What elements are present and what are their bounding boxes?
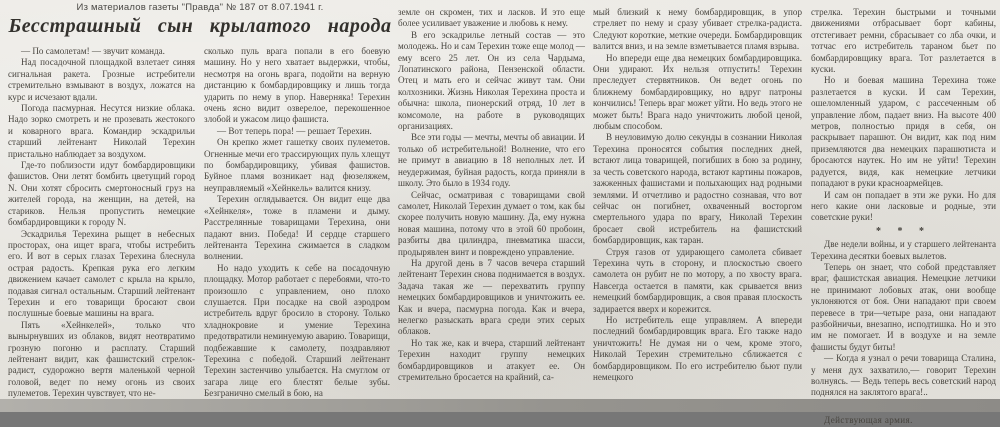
article-paragraph: Над посадочной площадкой взлетает синяя сигнальная ракета. Грозные истребители стремительно взмывают в воздух, ложатся на курс и исчезают вдали. (8, 57, 195, 102)
article-paragraph: мый близкий к нему бомбардировщик, в упор стреляет по нему и сразу убивает стрелка-радиста. Следуют короткие, меткие очереди. Бомбардировщик валится вниз, и на земле взметывается пламя взрыва. (593, 7, 802, 52)
article-paragraph: — По самолетам! — звучит команда. (21, 46, 165, 56)
article-paragraph: Теперь он знает, что собой представляет враг, фашистская авиация. Немецкие летчики не принимают лобовых атак, они вообще уклоняются от боя. Они нападают при своем перевесе в три—четыре раза, они нападают разбойничьи, внезапно, исподтишка. Но и это им не помогает. И в воздухе и на земле фашисты будут биты! (811, 261, 996, 352)
column-paragraphs (8, 46, 195, 400)
article-paragraph: — Когда я узнал о речи товарища Сталина, у меня дух захватило,— говорит Терехин волнуясь. — Ведь теперь весь советский народ поднялся на заклятого врага!.. (811, 353, 996, 398)
article-paragraph: Но надо уходить к себе на посадочную площадку. Мотор работает с перебоями, что-то произошло с управлением, оно плохо слушается. При посадке на свой аэродром истребитель вдруг бросило в сторону. Только хладнокровие и умение Терехина предотвратили неминуемую аварию. Товарищи, подбежавшие к самолету, поздравляют Терехина с победой. Старший лейтенант Терехин застенчиво улыбается. На смуглом от загара лице его блестят белые зубы. Безгранично смелый в бою, на (204, 262, 390, 399)
article-column-4 (593, 7, 802, 399)
article-paragraph: Он крепко жмет гашетку своих пулеметов. Огненные мечи его трассирующих пуль хлещут по бомбардировщику, убивая фашистов. Буйное пламя возникает над фюзеляжем, неуправляемый «Хейнкель» валится книзу. (204, 137, 390, 193)
article-column-1 (8, 46, 195, 399)
article-dateline: Действующая армия. (824, 415, 913, 426)
article-column-3 (398, 7, 585, 399)
article-paragraph: стрелка. Терехин быстрыми и точными движениями отбрасывает борт кабины, отстегивает ремни, сбрасывает со лба очки, и тотчас его истребитель тараном бьет по бомбардировщику врага. Тот разлетается в куски. (811, 7, 996, 75)
column-paragraphs (811, 7, 996, 399)
article-paragraph: Но так же, как и вчера, старший лейтенант Терехин находит группу немецких бомбардировщиков и атакует ее. Он стремительно бросается на крайний, са- (398, 337, 585, 382)
article-paragraph: И сам он попадает в эти же руки. Но для него какие они ласковые и родные, эти советские руки! (811, 189, 996, 223)
article-paragraph: Погода пасмурная. Несутся низкие облака. Надо зорко смотреть и не прозевать жестокого и коварного врага. Командир эскадрильи старший лейтенант Николай Терехин пристально наблюдает за воздухом. (8, 103, 195, 159)
column-paragraphs (398, 7, 585, 383)
article-paragraph: В его эскадрилье летный состав — это молодежь. Но и сам Терехин тоже еще молод — ему всего 25 лет. Он из села Чардыма, Лопатинского района, Пензенской области. Отец и мать его и сейчас живут там. Они колхозники. Жизнь Николая Терехина проста и обычна: школа, пионерский отряд, 10 лет в комсомоле, на работе в руководящих организациях. (398, 29, 585, 132)
section-separator: * * * (876, 225, 931, 237)
article-paragraph: Где-то поблизости идут бомбардировщики фашистов. Они летят бомбить цветущий город N. Они хотят сбросить смертоносный груз на жителей города, на женщин, на детей, на стариков. Нельзя пропустить немецкие бомбардировщики к городу N. (8, 160, 195, 228)
article-paragraph: Сейчас, осматривая с товарищами свой самолет, Николай Терехин думает о том, как бы скорее получить новую машину. Да, ему нужна новая машина, потому что в этой 60 пробоин, разбиты два цилиндра, пневматика шасси, продырявлен винт и повреждено управление. (398, 189, 585, 257)
article-paragraph: Но истребитель еще управляем. А впереди последний бомбардировщик врага. Его также надо уничтожить! Не думая ни о чем, кроме этого, Николай Терехин стремительно сближается с бомбардировщиком. По его истребителю бьют пули немецкого (593, 314, 802, 382)
article-paragraph: Но и боевая машина Терехина тоже разлетается в куски. И сам Терехин, ошеломленный ударом, с рассеченным об управление лбом, падает вниз. На высоте 400 метров, полностью придя в себя, он раскрывает парашют. Он видит, как под ним приземляются два немецких парашютиста и бросаются наутек. Но им не уйти! Терехин радуется, видя, как немецкие летчики попадают в руки красноармейцев. (811, 75, 996, 189)
article-title: Бесстрашный сын крылатого народа (8, 15, 392, 37)
column-paragraphs (593, 7, 802, 383)
article-column-2 (204, 46, 390, 399)
article-paragraph: Все эти годы — мечты, мечты об авиации. И только об истребительной! Волнение, что его не примут в авиацию в 18 неполных лет. И неудержимая, буйная радость, когда приняли в школу. Это было в 1934 году. (398, 132, 585, 189)
article-paragraph: — Вот теперь пора! — решает Терехин. (217, 125, 372, 136)
article-paragraph: В неуловимую долю секунды в сознании Николая Терехина проносятся события последних дней, встают лица товарищей, погибших в бою за родину, за честь советского народа, встают картины пожаров, зажженных фашистами и полыхающих над родными землями. И отчетливо и радостно сознавая, что вот сейчас он погибнет, охваченный восторгом смертельного удара по врагу, Николай Терехин бросает свой истребитель на фашистский бомбардировщик, как таран. (593, 132, 802, 246)
article-paragraph: Эскадрилья Терехина рыщет в небесных просторах, она ищет врага, чтобы истребить его. И вот в серых глазах Терехина блеснула острая радость. Крепкая рука его легким движением качает самолет с крыла на крыло, подавая сигнал остальным. Старший лейтенант Терехин и его товарищи бросают свои послушные боевые машины на врага. (8, 228, 195, 319)
masthead (8, 2, 392, 38)
article-paragraph: земле он скромен, тих и ласков. И это еще более усиливает уважение и любовь к нему. (398, 7, 585, 29)
article-paragraph: Пять «Хейнкелей», только что вынырнувших из облаков, видят неотвратимо грозную погоню и расплату. Старший лейтенант видит, как фашистский стрелок-радист, судорожно вертя маленькой черной головой, ведет по нему огонь из своих пулеметов. Терехин чувствует, что не- (8, 319, 195, 399)
source-line: Из материалов газеты "Правда" № 187 от 8.07.1941 г. (76, 2, 324, 13)
article-column-5 (811, 7, 996, 426)
article-paragraph: На другой день в 7 часов вечера старший лейтенант Терехин снова поднимается в воздух. Задача такая же — перехватить группу немецких бомбардировщиков и уничтожить ее. Как и вчера, пасмурна погода. Как и вчера, нелегко разыскать врага среди этих серых облаков. (398, 257, 585, 337)
article-paragraph: Но впереди еще два немецких бомбардировщика. Они удирают. Их нельзя отпустить! Терехин преследует стервятников. Он ведет огонь по ближнему бомбардировщику, но вдруг патроны кончились! Теперь враг может уйти. Но ведь этого не может быть! Врага надо уничтожить любой ценой, любым способом. (593, 52, 802, 132)
article-paragraph: Терехин оглядывается. Он видит еще два «Хейнкеля», тоже в пламени и дыму. Расстрелянные товарищами Терехина, они падают вниз. Победа! И сердце старшего лейтенанта Терехина сжимается в сладком волнении. (204, 194, 390, 262)
article-paragraph: Струя газов от удирающего самолета сбивает Терехина чуть в сторону, и плоскостью своего самолета он рубит не по мотору, а по хвосту врага. Навсегда остается в памяти, как срывается вниз немецкий бомбардировщик, а своя правая плоскость задирается вверх и корежится. (593, 246, 802, 314)
article-paragraph: сколько пуль врага попали в его боевую машину. Но у него хватает выдержки, чтобы, несмотря на огонь врага, подойти на верную дистанцию к бомбардировщику и лишь тогда ударить по нему в упор. Наверняка! Терехин очень ясно видит озверелое, перекошенное злобой и ужасом лицо фашиста. (204, 46, 390, 125)
article-paragraph: Две недели войны, и у старшего лейтенанта Терехина десятки боевых вылетов. (811, 239, 996, 261)
column-paragraphs (204, 46, 390, 400)
scan-edge-band (0, 399, 1000, 412)
